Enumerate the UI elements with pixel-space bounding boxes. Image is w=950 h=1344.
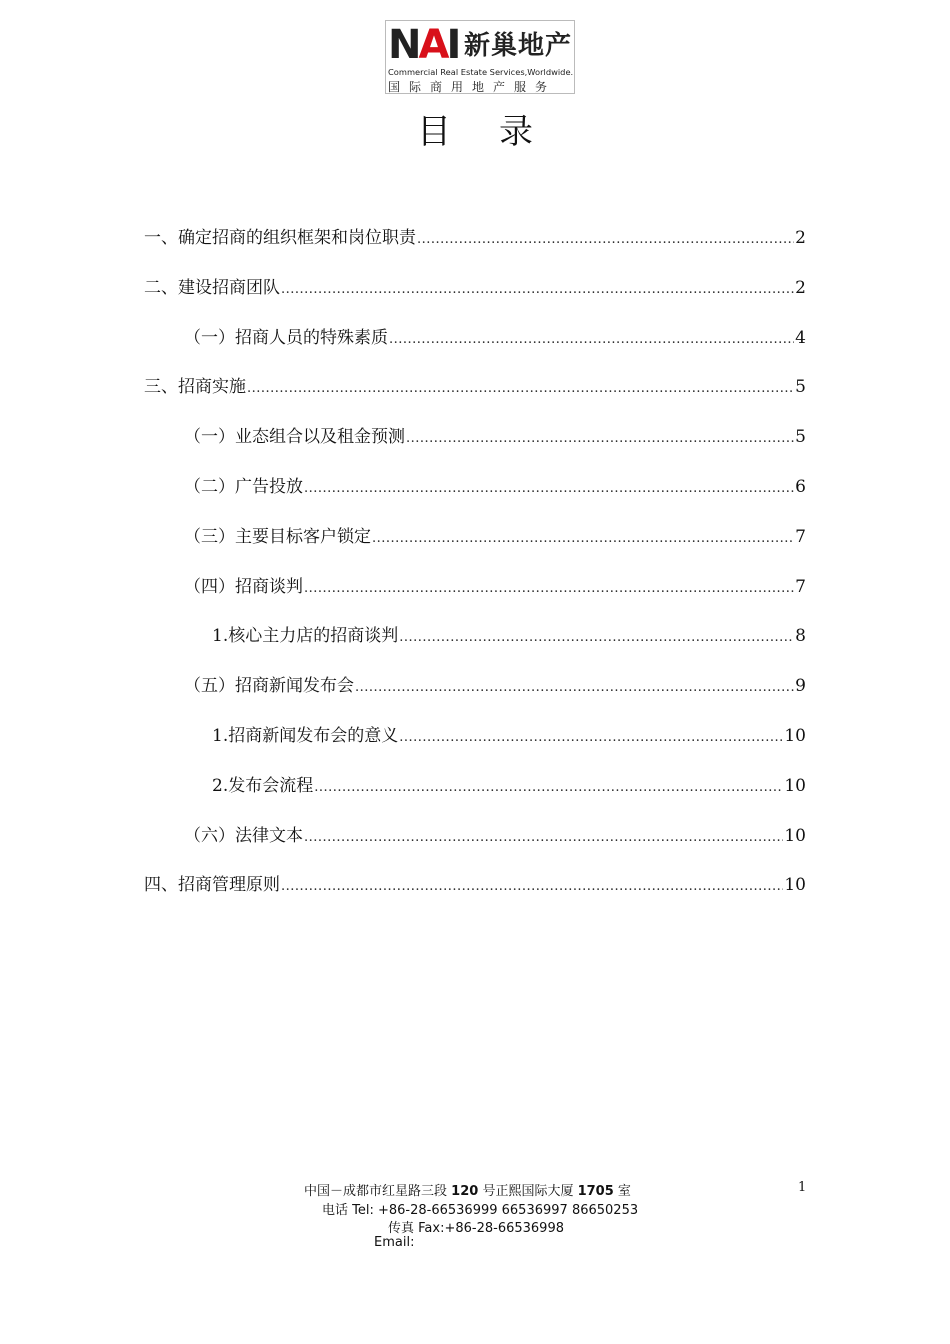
- toc-entry-page: 7: [795, 577, 806, 597]
- toc-entry-page: 4: [795, 328, 806, 348]
- toc-entry[interactable]: [212, 774, 806, 798]
- toc-entry[interactable]: [184, 575, 806, 599]
- logo-chinese-tagline: 国际商用地产服务: [388, 80, 557, 94]
- toc-leader-dots: [247, 377, 794, 401]
- toc-entry-label: （一）招商人员的特殊素质: [184, 328, 388, 348]
- toc-entry-label: 一、确定招商的组织框架和岗位职责: [144, 228, 416, 248]
- toc-entry[interactable]: [184, 425, 806, 449]
- toc-entry-label: （二）广告投放: [184, 477, 303, 497]
- toc-entry[interactable]: [212, 624, 806, 648]
- logo-english-tagline: Commercial Real Estate Services,Worldwide.: [388, 67, 574, 77]
- company-logo: [385, 20, 575, 94]
- toc-entry-label: 三、招商实施: [144, 377, 246, 397]
- toc-leader-dots: [399, 726, 783, 750]
- toc-entry-label: （六）法律文本: [184, 826, 303, 846]
- toc-leader-dots: [304, 477, 794, 501]
- toc-entry-page: 9: [795, 676, 806, 696]
- toc-leader-dots: [406, 427, 794, 451]
- toc-entry[interactable]: [144, 375, 806, 399]
- toc-entry-label: （三）主要目标客户锁定: [184, 527, 371, 547]
- toc-leader-dots: [417, 228, 794, 252]
- toc-leader-dots: [355, 676, 794, 700]
- toc-entry-page: 8: [795, 626, 806, 646]
- toc-entry-page: 5: [795, 427, 806, 447]
- toc-leader-dots: [304, 826, 783, 850]
- footer-fax: 传真 Fax:+86-28-66536998: [388, 1221, 564, 1236]
- footer-phone: 电话 Tel: +86-28-66536999 66536997 86650253: [322, 1203, 639, 1218]
- toc-entry-page: 2: [795, 228, 806, 248]
- toc-entry[interactable]: [184, 824, 806, 848]
- toc-entry-label: 二、建设招商团队: [144, 278, 280, 298]
- toc-entry-page: 5: [795, 377, 806, 397]
- toc-leader-dots: [281, 875, 783, 899]
- toc-leader-dots: [314, 776, 783, 800]
- toc-entry-label: （四）招商谈判: [184, 577, 303, 597]
- toc-leader-dots: [304, 577, 794, 601]
- toc-leader-dots: [389, 328, 794, 352]
- toc-entry-label: 2.发布会流程: [212, 776, 314, 796]
- toc-leader-dots: [399, 626, 794, 650]
- page-number: 1: [798, 1180, 807, 1195]
- toc-entry-page: 2: [795, 278, 806, 298]
- toc-entry[interactable]: [144, 873, 806, 897]
- toc-entry-label: 四、招商管理原则: [144, 875, 280, 895]
- logo-company-name: 新巢地产: [464, 31, 573, 61]
- toc-entry[interactable]: [212, 724, 806, 748]
- toc-entry-page: 10: [784, 726, 806, 746]
- page-title: 目录: [417, 112, 581, 152]
- toc-entry-label: （一）业态组合以及租金预测: [184, 427, 405, 447]
- toc-entry-label: 1.招商新闻发布会的意义: [212, 726, 399, 746]
- toc-entry-page: 7: [795, 527, 806, 547]
- toc-leader-dots: [372, 527, 794, 551]
- toc-entry[interactable]: [144, 226, 806, 250]
- toc-entry[interactable]: [184, 326, 806, 350]
- toc-entry-page: 6: [795, 477, 806, 497]
- toc-leader-dots: [281, 278, 794, 302]
- toc-entry-label: （五）招商新闻发布会: [184, 676, 354, 696]
- toc-entry[interactable]: [184, 475, 806, 499]
- toc-entry[interactable]: [144, 276, 806, 300]
- toc-entry-page: 10: [784, 826, 806, 846]
- toc-entry-page: 10: [784, 875, 806, 895]
- footer-address: 中国－成都市红星路三段 120 号正熙国际大厦 1705 室: [304, 1184, 631, 1199]
- toc-entry-page: 10: [784, 776, 806, 796]
- toc-entry-label: 1.核心主力店的招商谈判: [212, 626, 399, 646]
- toc-entry[interactable]: [184, 525, 806, 549]
- footer-email: Email:: [374, 1235, 415, 1250]
- logo-mark: NAI: [388, 22, 459, 68]
- toc-entry[interactable]: [184, 674, 806, 698]
